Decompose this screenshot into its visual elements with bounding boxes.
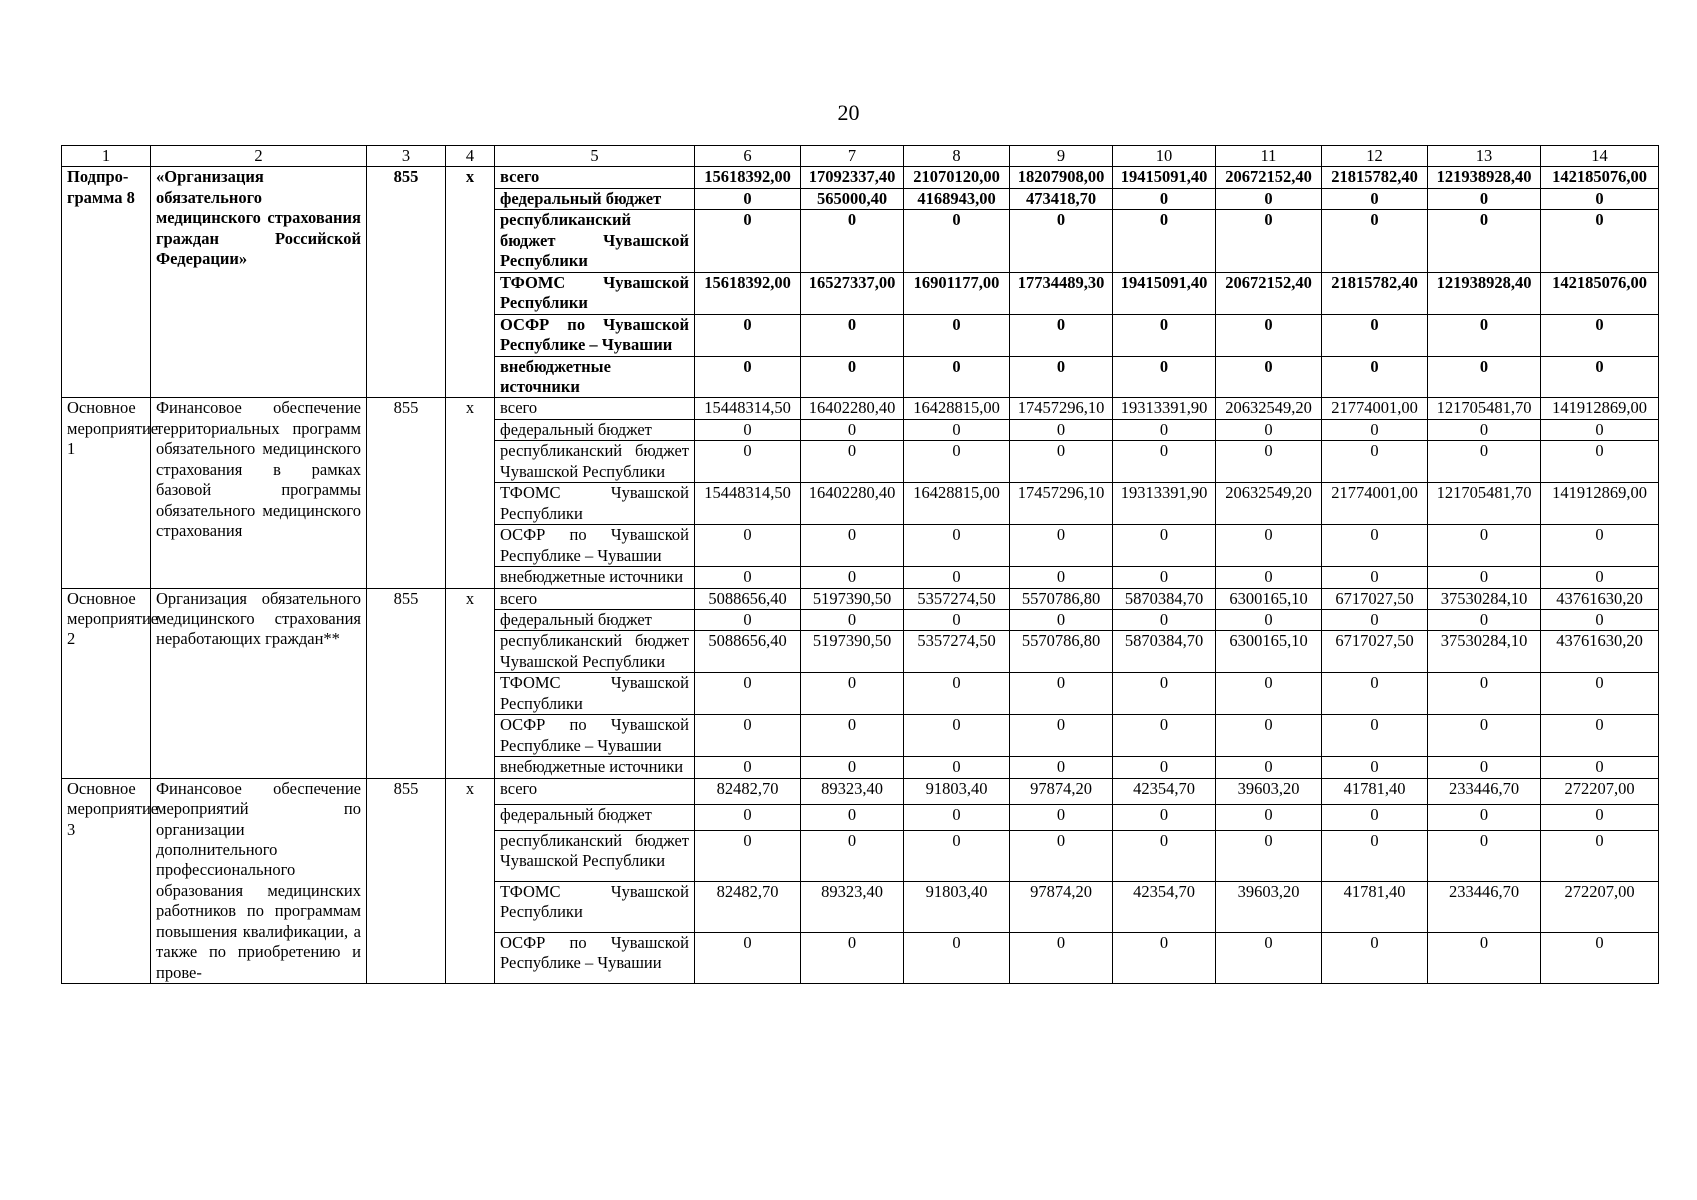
amount-cell: 0 (904, 419, 1010, 440)
funding-source: ТФОМС Чувашской Республики (495, 881, 695, 932)
amount-cell: 0 (1428, 188, 1541, 209)
amount-cell: 0 (1322, 673, 1428, 715)
amount-cell: 15448314,50 (695, 398, 801, 419)
table-row (62, 778, 1659, 804)
amount-cell: 0 (1322, 356, 1428, 398)
amount-cell: 0 (904, 830, 1010, 881)
amount-cell: 21815782,40 (1322, 272, 1428, 314)
amount-cell: 233446,70 (1428, 881, 1541, 932)
block-description: «Организация обязательного медицинского страхования граждан Российской Федерации» (151, 167, 367, 398)
page-number: 20 (837, 100, 860, 125)
amount-cell: 141912869,00 (1541, 398, 1659, 419)
amount-cell: 91803,40 (904, 778, 1010, 804)
amount-cell: 0 (1541, 314, 1659, 356)
amount-cell: 0 (1541, 441, 1659, 483)
amount-cell: 0 (1428, 567, 1541, 588)
amount-cell: 0 (1010, 830, 1113, 881)
amount-cell: 0 (1216, 933, 1322, 984)
amount-cell: 0 (904, 210, 1010, 272)
funding-source: всего (495, 588, 695, 609)
amount-cell: 0 (1428, 210, 1541, 272)
amount-cell: 0 (1216, 356, 1322, 398)
amount-cell: 0 (1322, 715, 1428, 757)
amount-cell: 0 (801, 757, 904, 778)
amount-cell: 0 (801, 525, 904, 567)
amount-cell: 82482,70 (695, 881, 801, 932)
amount-cell: 0 (1113, 830, 1216, 881)
amount-cell: 21774001,00 (1322, 483, 1428, 525)
amount-cell: 0 (801, 673, 904, 715)
amount-cell: 0 (1113, 804, 1216, 830)
funding-source: ОСФР по Чувашской Республике – Чувашии (495, 933, 695, 984)
amount-cell: 15448314,50 (695, 483, 801, 525)
amount-cell: 473418,70 (1010, 188, 1113, 209)
amount-cell: 91803,40 (904, 881, 1010, 932)
amount-cell: 0 (904, 314, 1010, 356)
amount-cell: 0 (904, 441, 1010, 483)
amount-cell: 5570786,80 (1010, 588, 1113, 609)
amount-cell: 5570786,80 (1010, 631, 1113, 673)
amount-cell: 0 (695, 314, 801, 356)
amount-cell: 16402280,40 (801, 398, 904, 419)
amount-cell: 0 (1541, 830, 1659, 881)
amount-cell: 0 (1322, 525, 1428, 567)
amount-cell: 37530284,10 (1428, 588, 1541, 609)
amount-cell: 272207,00 (1541, 881, 1659, 932)
block-code: 855 (367, 778, 446, 984)
budget-table (61, 145, 1659, 984)
amount-cell: 0 (695, 525, 801, 567)
amount-cell: 39603,20 (1216, 778, 1322, 804)
funding-source: ОСФР по Чувашской Республике – Чувашии (495, 314, 695, 356)
amount-cell: 142185076,00 (1541, 272, 1659, 314)
amount-cell: 0 (1541, 715, 1659, 757)
amount-cell: 121938928,40 (1428, 167, 1541, 188)
amount-cell: 0 (1541, 567, 1659, 588)
funding-source: внебюджетные источники (495, 567, 695, 588)
amount-cell: 0 (1322, 567, 1428, 588)
amount-cell: 5357274,50 (904, 588, 1010, 609)
column-number: 11 (1216, 146, 1322, 167)
amount-cell: 142185076,00 (1541, 167, 1659, 188)
funding-source: республиканский бюджет Чувашской Республики (495, 631, 695, 673)
amount-cell: 0 (1322, 441, 1428, 483)
amount-cell: 17457296,10 (1010, 398, 1113, 419)
amount-cell: 82482,70 (695, 778, 801, 804)
column-number: 14 (1541, 146, 1659, 167)
amount-cell: 0 (1010, 210, 1113, 272)
amount-cell: 0 (1541, 609, 1659, 630)
amount-cell: 141912869,00 (1541, 483, 1659, 525)
amount-cell: 0 (695, 715, 801, 757)
amount-cell: 0 (695, 419, 801, 440)
amount-cell: 5870384,70 (1113, 588, 1216, 609)
block-label: Подпро-грамма 8 (62, 167, 151, 398)
column-number: 13 (1428, 146, 1541, 167)
amount-cell: 6717027,50 (1322, 588, 1428, 609)
table-row (62, 588, 1659, 609)
amount-cell: 0 (801, 933, 904, 984)
amount-cell: 0 (1113, 210, 1216, 272)
amount-cell: 0 (1322, 830, 1428, 881)
amount-cell: 0 (1113, 567, 1216, 588)
funding-source: республиканский бюджет Чувашской Республики (495, 441, 695, 483)
column-number: 7 (801, 146, 904, 167)
amount-cell: 0 (1322, 314, 1428, 356)
amount-cell: 0 (1010, 804, 1113, 830)
funding-source: республиканский бюджет Чувашской Республики (495, 830, 695, 881)
amount-cell: 0 (1010, 757, 1113, 778)
amount-cell: 20632549,20 (1216, 483, 1322, 525)
amount-cell: 0 (1010, 933, 1113, 984)
amount-cell: 0 (1113, 715, 1216, 757)
amount-cell: 41781,40 (1322, 778, 1428, 804)
column-number: 5 (495, 146, 695, 167)
amount-cell: 0 (1541, 210, 1659, 272)
amount-cell: 0 (1541, 933, 1659, 984)
amount-cell: 0 (1541, 757, 1659, 778)
amount-cell: 0 (801, 314, 904, 356)
amount-cell: 20672152,40 (1216, 167, 1322, 188)
block-label: Основное мероприятие 1 (62, 398, 151, 588)
amount-cell: 0 (695, 188, 801, 209)
amount-cell: 0 (904, 525, 1010, 567)
amount-cell: 5088656,40 (695, 588, 801, 609)
column-number: 8 (904, 146, 1010, 167)
amount-cell: 19313391,90 (1113, 398, 1216, 419)
amount-cell: 0 (695, 673, 801, 715)
amount-cell: 0 (1010, 314, 1113, 356)
amount-cell: 5357274,50 (904, 631, 1010, 673)
amount-cell: 0 (1541, 419, 1659, 440)
amount-cell: 43761630,20 (1541, 631, 1659, 673)
amount-cell: 0 (904, 567, 1010, 588)
amount-cell: 0 (695, 830, 801, 881)
block-mark: x (446, 398, 495, 588)
amount-cell: 565000,40 (801, 188, 904, 209)
amount-cell: 272207,00 (1541, 778, 1659, 804)
column-number: 4 (446, 146, 495, 167)
amount-cell: 21774001,00 (1322, 398, 1428, 419)
funding-source: ОСФР по Чувашской Республике – Чувашии (495, 715, 695, 757)
column-number: 2 (151, 146, 367, 167)
amount-cell: 15618392,00 (695, 272, 801, 314)
amount-cell: 0 (1428, 933, 1541, 984)
amount-cell: 0 (801, 210, 904, 272)
amount-cell: 0 (1216, 609, 1322, 630)
amount-cell: 16402280,40 (801, 483, 904, 525)
amount-cell: 0 (1010, 567, 1113, 588)
amount-cell: 0 (801, 356, 904, 398)
amount-cell: 0 (1113, 673, 1216, 715)
amount-cell: 0 (1010, 673, 1113, 715)
amount-cell: 0 (1428, 804, 1541, 830)
amount-cell: 0 (1113, 419, 1216, 440)
amount-cell: 0 (1428, 830, 1541, 881)
amount-cell: 0 (1216, 314, 1322, 356)
amount-cell: 121705481,70 (1428, 398, 1541, 419)
amount-cell: 0 (1113, 441, 1216, 483)
amount-cell: 0 (1541, 525, 1659, 567)
amount-cell: 0 (695, 567, 801, 588)
amount-cell: 0 (1216, 441, 1322, 483)
amount-cell: 0 (1428, 441, 1541, 483)
amount-cell: 0 (904, 804, 1010, 830)
column-number: 12 (1322, 146, 1428, 167)
amount-cell: 0 (1113, 757, 1216, 778)
amount-cell: 19415091,40 (1113, 272, 1216, 314)
funding-source: ТФОМС Чувашской Республики (495, 673, 695, 715)
amount-cell: 0 (1428, 525, 1541, 567)
amount-cell: 0 (1428, 419, 1541, 440)
amount-cell: 0 (801, 441, 904, 483)
amount-cell: 0 (1428, 609, 1541, 630)
amount-cell: 5088656,40 (695, 631, 801, 673)
amount-cell: 41781,40 (1322, 881, 1428, 932)
amount-cell: 21815782,40 (1322, 167, 1428, 188)
amount-cell: 42354,70 (1113, 778, 1216, 804)
amount-cell: 0 (1113, 188, 1216, 209)
amount-cell: 6717027,50 (1322, 631, 1428, 673)
amount-cell: 0 (1216, 757, 1322, 778)
amount-cell: 0 (801, 830, 904, 881)
amount-cell: 19313391,90 (1113, 483, 1216, 525)
amount-cell: 0 (1010, 609, 1113, 630)
amount-cell: 0 (801, 804, 904, 830)
amount-cell: 0 (1010, 715, 1113, 757)
amount-cell: 0 (695, 804, 801, 830)
column-number: 6 (695, 146, 801, 167)
amount-cell: 16527337,00 (801, 272, 904, 314)
funding-source: всего (495, 167, 695, 188)
amount-cell: 0 (1010, 525, 1113, 567)
funding-source: ТФОМС Чувашской Республики (495, 272, 695, 314)
amount-cell: 0 (1322, 804, 1428, 830)
amount-cell: 0 (904, 356, 1010, 398)
funding-source: ТФОМС Чувашской Республики (495, 483, 695, 525)
amount-cell: 97874,20 (1010, 778, 1113, 804)
amount-cell: 0 (1113, 933, 1216, 984)
amount-cell: 0 (1113, 525, 1216, 567)
amount-cell: 0 (1428, 314, 1541, 356)
column-number: 3 (367, 146, 446, 167)
amount-cell: 0 (1322, 210, 1428, 272)
amount-cell: 0 (1541, 188, 1659, 209)
amount-cell: 0 (1216, 567, 1322, 588)
amount-cell: 16428815,00 (904, 398, 1010, 419)
amount-cell: 0 (1113, 356, 1216, 398)
amount-cell: 0 (1322, 609, 1428, 630)
amount-cell: 15618392,00 (695, 167, 801, 188)
amount-cell: 0 (1216, 210, 1322, 272)
amount-cell: 21070120,00 (904, 167, 1010, 188)
amount-cell: 19415091,40 (1113, 167, 1216, 188)
amount-cell: 0 (695, 356, 801, 398)
block-mark: x (446, 588, 495, 778)
amount-cell: 17734489,30 (1010, 272, 1113, 314)
amount-cell: 0 (801, 419, 904, 440)
amount-cell: 18207908,00 (1010, 167, 1113, 188)
amount-cell: 0 (1216, 525, 1322, 567)
funding-source: федеральный бюджет (495, 419, 695, 440)
amount-cell: 5197390,50 (801, 631, 904, 673)
column-number: 1 (62, 146, 151, 167)
block-mark: x (446, 167, 495, 398)
block-code: 855 (367, 398, 446, 588)
amount-cell: 121938928,40 (1428, 272, 1541, 314)
amount-cell: 0 (1428, 757, 1541, 778)
column-number-row (62, 146, 1659, 167)
amount-cell: 20672152,40 (1216, 272, 1322, 314)
amount-cell: 16901177,00 (904, 272, 1010, 314)
block-description: Финансовое обеспечение мероприятий по организации дополнительного профессионального образования медицинских работников по программам повышения квалификации, а также по приобретению и прове- (151, 778, 367, 984)
amount-cell: 0 (1428, 715, 1541, 757)
table-row (62, 167, 1659, 188)
amount-cell: 0 (695, 441, 801, 483)
amount-cell: 0 (1541, 804, 1659, 830)
amount-cell: 17092337,40 (801, 167, 904, 188)
amount-cell: 5870384,70 (1113, 631, 1216, 673)
funding-source: федеральный бюджет (495, 804, 695, 830)
amount-cell: 0 (1010, 441, 1113, 483)
block-description: Финансовое обеспечение территориальных программ обязательного медицинского страхования в рамках базовой программы обязательного медицинского страхования (151, 398, 367, 588)
amount-cell: 39603,20 (1216, 881, 1322, 932)
amount-cell: 43761630,20 (1541, 588, 1659, 609)
amount-cell: 0 (1216, 419, 1322, 440)
amount-cell: 0 (1428, 673, 1541, 715)
amount-cell: 0 (904, 715, 1010, 757)
column-number: 10 (1113, 146, 1216, 167)
amount-cell: 0 (1010, 356, 1113, 398)
amount-cell: 0 (801, 609, 904, 630)
block-label: Основное мероприятие 2 (62, 588, 151, 778)
amount-cell: 0 (1113, 609, 1216, 630)
funding-source: федеральный бюджет (495, 609, 695, 630)
amount-cell: 6300165,10 (1216, 588, 1322, 609)
amount-cell: 0 (1113, 314, 1216, 356)
amount-cell: 5197390,50 (801, 588, 904, 609)
amount-cell: 0 (695, 933, 801, 984)
column-number: 9 (1010, 146, 1113, 167)
funding-source: республиканский бюджет Чувашской Республики (495, 210, 695, 272)
amount-cell: 0 (904, 609, 1010, 630)
amount-cell: 0 (695, 757, 801, 778)
funding-source: федеральный бюджет (495, 188, 695, 209)
amount-cell: 0 (1322, 419, 1428, 440)
amount-cell: 37530284,10 (1428, 631, 1541, 673)
amount-cell: 42354,70 (1113, 881, 1216, 932)
amount-cell: 6300165,10 (1216, 631, 1322, 673)
amount-cell: 16428815,00 (904, 483, 1010, 525)
amount-cell: 89323,40 (801, 881, 904, 932)
amount-cell: 20632549,20 (1216, 398, 1322, 419)
amount-cell: 0 (1216, 715, 1322, 757)
amount-cell: 121705481,70 (1428, 483, 1541, 525)
table-body (62, 146, 1659, 984)
amount-cell: 0 (1216, 673, 1322, 715)
funding-source: внебюджетные источники (495, 757, 695, 778)
amount-cell: 17457296,10 (1010, 483, 1113, 525)
amount-cell: 0 (1322, 757, 1428, 778)
block-mark: x (446, 778, 495, 984)
amount-cell: 4168943,00 (904, 188, 1010, 209)
funding-source: всего (495, 398, 695, 419)
funding-source: всего (495, 778, 695, 804)
amount-cell: 0 (695, 210, 801, 272)
amount-cell: 0 (1216, 830, 1322, 881)
block-code: 855 (367, 588, 446, 778)
table-row (62, 398, 1659, 419)
amount-cell: 0 (801, 567, 904, 588)
amount-cell: 0 (1541, 356, 1659, 398)
amount-cell: 0 (1216, 804, 1322, 830)
amount-cell: 0 (695, 609, 801, 630)
amount-cell: 97874,20 (1010, 881, 1113, 932)
funding-source: внебюджетные источники (495, 356, 695, 398)
block-label: Основное мероприятие 3 (62, 778, 151, 984)
amount-cell: 0 (1428, 356, 1541, 398)
amount-cell: 0 (904, 673, 1010, 715)
block-description: Организация обязательного медицинского страхования неработающих граждан** (151, 588, 367, 778)
amount-cell: 0 (904, 757, 1010, 778)
amount-cell: 0 (1322, 188, 1428, 209)
amount-cell: 233446,70 (1428, 778, 1541, 804)
amount-cell: 0 (1322, 933, 1428, 984)
amount-cell: 89323,40 (801, 778, 904, 804)
amount-cell: 0 (801, 715, 904, 757)
amount-cell: 0 (1010, 419, 1113, 440)
amount-cell: 0 (1216, 188, 1322, 209)
amount-cell: 0 (904, 933, 1010, 984)
funding-source: ОСФР по Чувашской Республике – Чувашии (495, 525, 695, 567)
block-code: 855 (367, 167, 446, 398)
amount-cell: 0 (1541, 673, 1659, 715)
